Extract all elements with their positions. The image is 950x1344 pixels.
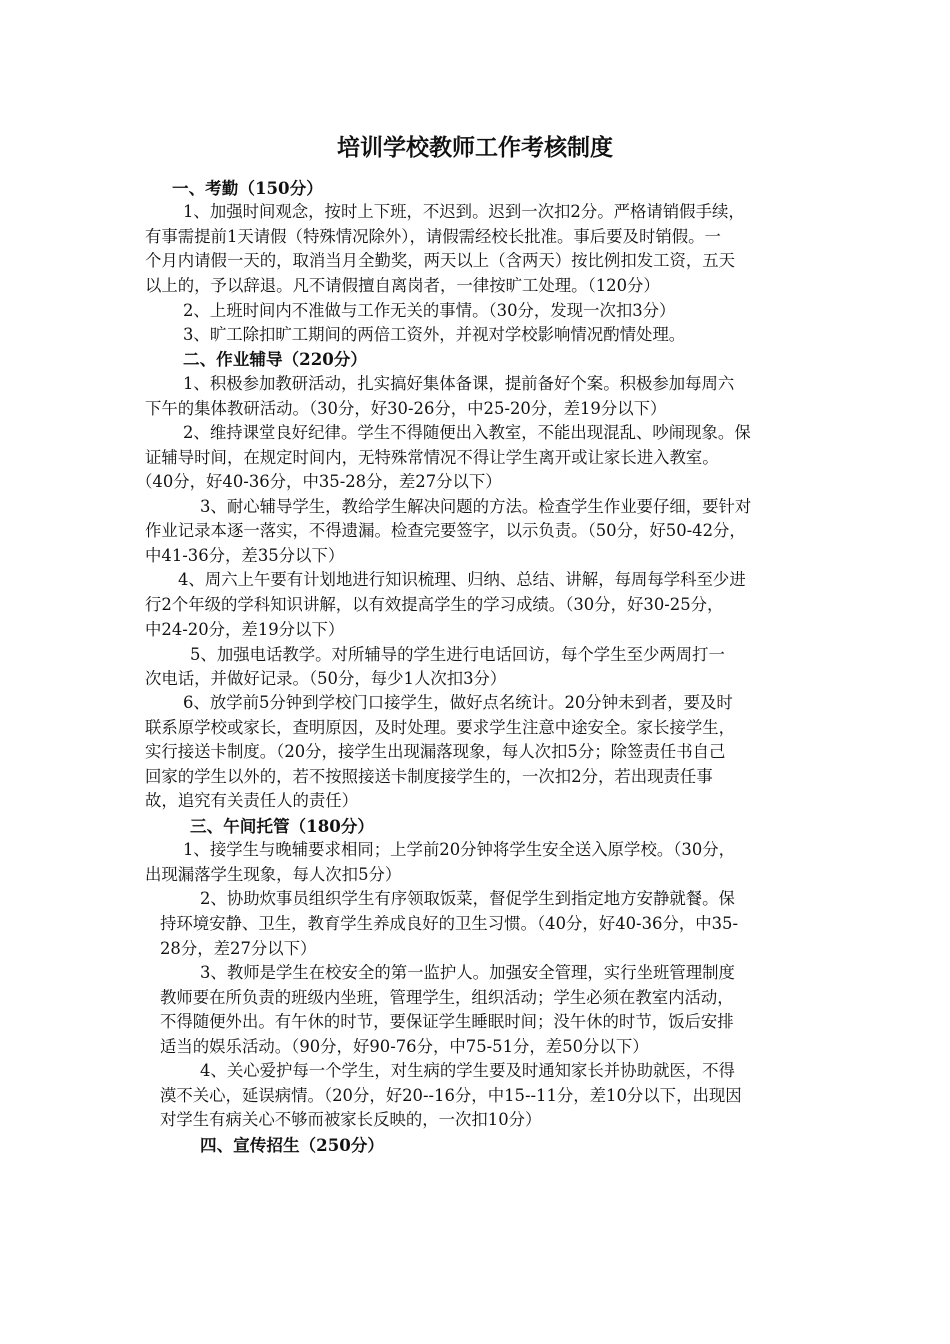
text-line: 2、维持课堂良好纪律。学生不得随便出入教室，不能出现混乱、吵闹现象。保 xyxy=(183,423,751,442)
text-line: 联系原学校或家长，查明原因，及时处理。要求学生注意中途安全。家长接学生， xyxy=(145,718,736,737)
text-line: 作业记录本逐一落实，不得遗漏。检查完要签字，以示负责。（50分，好50-42分， xyxy=(145,521,746,540)
text-line: 1、加强时间观念，按时上下班，不迟到。迟到一次扣2分。严格请销假手续， xyxy=(183,202,745,221)
text-line: 出现漏落学生现象，每人次扣5分） xyxy=(145,865,402,884)
text-line: 持环境安静、卫生，教育学生养成良好的卫生习惯。（40分，好40-36分，中35- xyxy=(160,914,739,933)
text-line: 4、关心爱护每一个学生，对生病的学生要及时通知家长并协助就医，不得 xyxy=(200,1061,735,1080)
text-line: 对学生有病关心不够而被家长反映的，一次扣10分） xyxy=(160,1110,542,1129)
text-line: 中41-36分，差35分以下） xyxy=(145,546,345,565)
text-line: 4、周六上午要有计划地进行知识梳理、归纳、总结、讲解，每周每学科至少进 xyxy=(178,570,746,589)
text-line: 下午的集体教研活动。（30分，好30-26分，中25-20分，差19分以下） xyxy=(145,399,667,418)
text-line: 1、接学生与晚辅要求相同；上学前20分钟将学生安全送入原学校。（30分， xyxy=(183,840,736,859)
text-line: 2、协助炊事员组织学生有序领取饭菜，督促学生到指定地方安静就餐。保 xyxy=(200,889,735,908)
text-line: 有事需提前1天请假（特殊情况除外），请假需经校长批准。事后要及时销假。一 xyxy=(145,227,721,246)
text-line: 实行接送卡制度。（20分，接学生出现漏落现象，每人次扣5分；除签责任书自己 xyxy=(145,742,726,761)
text-line: 适当的娱乐活动。（90分，好90-76分，中75-51分，差50分以下） xyxy=(160,1037,649,1056)
text-line: 证辅导时间，在规定时间内，无特殊常情况不得让学生离开或让家长进入教室。 xyxy=(145,448,719,467)
text-line: 教师要在所负责的班级内坐班，管理学生，组织活动；学生必须在教室内活动， xyxy=(160,988,734,1007)
text-line: 回家的学生以外的，若不按照接送卡制度接学生的，一次扣2分，若出现责任事 xyxy=(145,767,713,786)
text-line: （40分，好40-36分，中35-28分，差27分以下） xyxy=(136,472,502,491)
text-line: 中24-20分，差19分以下） xyxy=(145,620,345,639)
text-line: 故，追究有关责任人的责任） xyxy=(145,791,359,810)
section-heading-attendance: 一、考勤（150分） xyxy=(172,178,323,198)
section-heading-promotion-enrollment: 四、宣传招生（250分） xyxy=(200,1135,384,1155)
text-line: 2、上班时间内不准做与工作无关的事情。（30分，发现一次扣3分） xyxy=(183,301,676,320)
text-line: 以上的，予以辞退。凡不请假擅自离岗者，一律按旷工处理。（120分） xyxy=(145,276,660,295)
text-line: 漠不关心，延误病情。（20分，好20--16分，中15--11分，差10分以下，出现因 xyxy=(160,1086,742,1105)
text-line: 个月内请假一天的，取消当月全勤奖，两天以上（含两天）按比例扣发工资，五天 xyxy=(145,251,736,270)
document-title: 培训学校教师工作考核制度 xyxy=(337,134,613,161)
section-heading-midday-care: 三、午间托管（180分） xyxy=(190,816,374,836)
text-line: 5、加强电话教学。对所辅导的学生进行电话回访，每个学生至少两周打一 xyxy=(190,645,725,664)
text-line: 3、教师是学生在校安全的第一监护人。加强安全管理，实行坐班管理制度 xyxy=(200,963,735,982)
section-heading-homework-tutoring: 二、作业辅导（220分） xyxy=(183,349,367,369)
text-line: 次电话，并做好记录。（50分，每少1人次扣3分） xyxy=(145,669,507,688)
text-line: 3、耐心辅导学生，教给学生解决问题的方法。检查学生作业要仔细，要针对 xyxy=(200,497,752,516)
text-line: 3、旷工除扣旷工期间的两倍工资外，并视对学校影响情况酌情处理。 xyxy=(183,325,686,344)
text-line: 行2个年级的学科知识讲解，以有效提高学生的学习成绩。（30分，好30-25分， xyxy=(145,595,724,614)
text-line: 28分，差27分以下） xyxy=(160,939,317,958)
text-line: 6、放学前5分钟到学校门口接学生，做好点名统计。20分钟未到者，要及时 xyxy=(183,693,733,712)
text-line: 1、积极参加教研活动，扎实搞好集体备课，提前备好个案。积极参加每周六 xyxy=(183,374,735,393)
text-line: 不得随便外出。有午休的时节，要保证学生睡眠时间；没午休的时节，饭后安排 xyxy=(160,1012,734,1031)
